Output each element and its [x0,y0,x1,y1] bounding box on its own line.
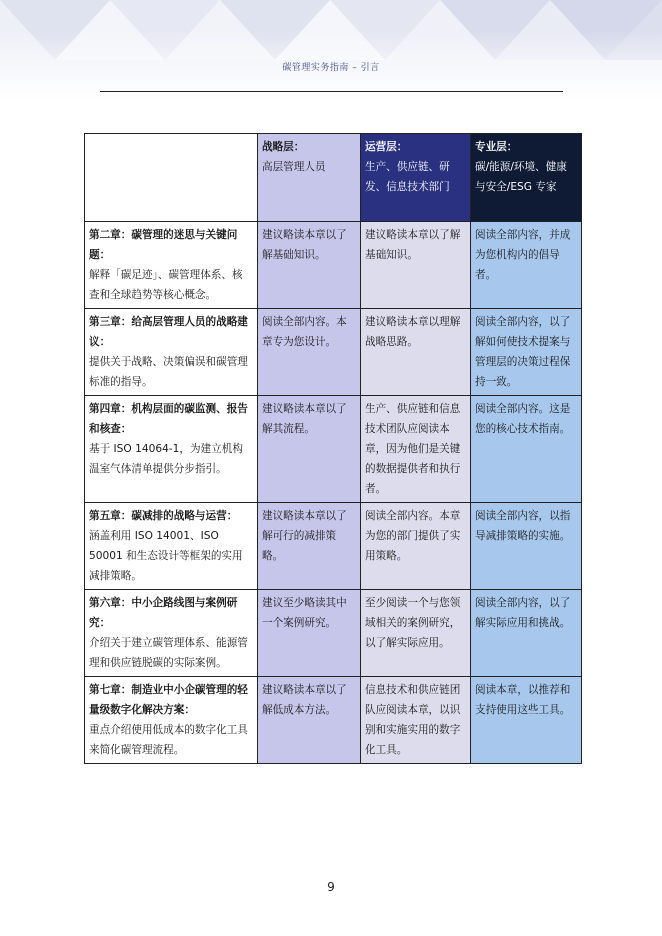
header-rule [100,91,563,92]
chapter-title: 第二章：碳管理的迷思与关键问题： [89,229,238,261]
table-row [85,677,582,764]
chapter-description: 涵盖利用 ISO 14001、ISO 50001 和生态设计等框架的实用减排策略。 [89,530,243,582]
table-row [85,309,582,396]
header-strategic-title: 战略层： [262,141,305,153]
professional-cell: 阅读全部内容，并成为您机构内的倡导者。 [471,222,582,309]
chapter-cell [85,503,258,590]
operational-cell: 生产、供应链和信息技术团队应阅读本章，因为他们是关键的数据提供者和执行者。 [361,396,471,503]
chapter-cell [85,590,258,677]
running-title: 碳管理实务指南 – 引言 [282,63,380,73]
operational-cell: 阅读全部内容。本章为您的部门提供了实用策略。 [361,503,471,590]
operational-cell: 建议略读本章以理解战略思路。 [361,309,471,396]
professional-cell: 阅读全部内容，以指导减排策略的实施。 [471,503,582,590]
header-operational-subtitle: 生产、供应链、研发、信息技术部门 [365,161,450,193]
table-row [85,503,582,590]
professional-cell: 阅读全部内容。这是您的核心技术指南。 [471,396,582,503]
professional-cell: 阅读全部内容，以了解如何使技术提案与管理层的决策过程保持一致。 [471,309,582,396]
chapter-description: 基于 ISO 14064-1，为建立机构温室气体清单提供分步指引。 [89,443,243,475]
header-professional-title: 专业层： [475,141,518,153]
header-operational [361,134,471,222]
chapter-cell [85,677,258,764]
header-strategic-subtitle: 高层管理人员 [262,161,326,173]
header-professional-subtitle: 碳/能源/环境、健康与安全/ESG 专家 [475,161,567,193]
operational-cell: 至少阅读一个与您领域相关的案例研究，以了解实际应用。 [361,590,471,677]
strategic-cell: 建议至少略读其中一个案例研究。 [258,590,361,677]
table-row [85,396,582,503]
operational-cell: 信息技术和供应链团队应阅读本章，以识别和实施实用的数字化工具。 [361,677,471,764]
table-row [85,222,582,309]
operational-cell: 建议略读本章以了解基础知识。 [361,222,471,309]
chapter-cell [85,222,258,309]
chapter-title: 第三章：给高层管理人员的战略建议： [89,316,248,348]
chapter-title: 第五章：碳减排的战略与运营： [89,510,238,522]
table-header-row [85,134,582,222]
chapter-description: 重点介绍使用低成本的数字化工具来简化碳管理流程。 [89,724,248,756]
strategic-cell: 阅读全部内容。本章专为您设计。 [258,309,361,396]
strategic-cell: 建议略读本章以了解其流程。 [258,396,361,503]
chapter-title: 第七章：制造业中小企碳管理的轻量级数字化解决方案： [89,684,248,716]
chapter-description: 介绍关于建立碳管理体系、能源管理和供应链脱碳的实际案例。 [89,637,248,669]
strategic-cell: 建议略读本章以了解基础知识。 [258,222,361,309]
page-number: 9 [327,880,335,894]
chapter-cell [85,309,258,396]
header-blank-cell [85,134,258,222]
header-professional [471,134,582,222]
chapter-title: 第六章：中小企路线图与案例研究： [89,597,238,629]
strategic-cell: 建议略读本章以了解可行的减排策略。 [258,503,361,590]
professional-cell: 阅读本章，以推荐和支持使用这些工具。 [471,677,582,764]
strategic-cell: 建议略读本章以了解低成本方法。 [258,677,361,764]
reading-guide-table [84,133,582,764]
table-row [85,590,582,677]
header-operational-title: 运营层： [365,141,408,153]
header-strategic [258,134,361,222]
professional-cell: 阅读全部内容，以了解实际应用和挑战。 [471,590,582,677]
header-decoration [0,0,662,100]
chapter-description: 提供关于战略、决策偏误和碳管理标准的指导。 [89,356,248,388]
chapter-description: 解释「碳足迹」、碳管理体系、核查和全球趋势等核心概念。 [89,269,243,301]
chapter-cell [85,396,258,503]
chapter-title: 第四章：机构层面的碳监测、报告和核查： [89,403,248,435]
